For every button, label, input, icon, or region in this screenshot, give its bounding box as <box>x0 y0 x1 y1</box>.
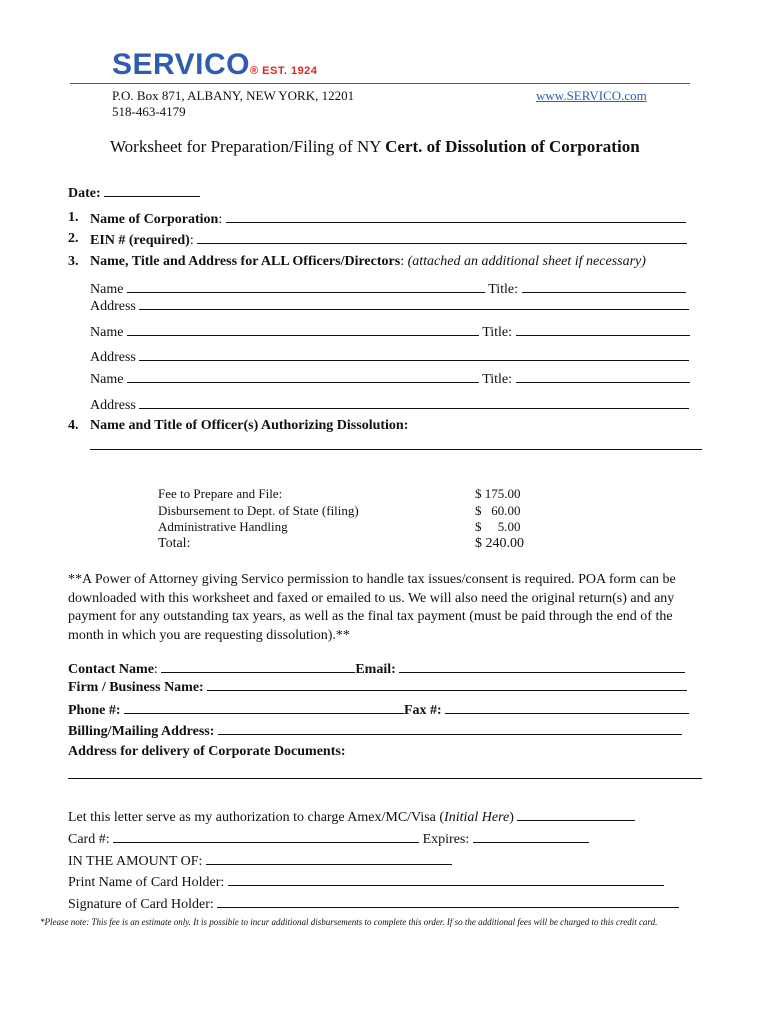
date-field[interactable]: Date: <box>68 184 200 202</box>
print-name-field[interactable]: Print Name of Card Holder: <box>68 873 664 891</box>
fee-label-2: Disbursement to Dept. of State (filing) <box>158 503 359 518</box>
fee-total-amount: $ 240.00 <box>475 536 524 551</box>
item-1-num: 1. <box>68 210 79 225</box>
page-title: Worksheet for Preparation/Filing of NY Cert. of Dissolution of Corporation <box>110 137 640 156</box>
footnote: *Please note: This fee is an estimate only. It is possible to incur additional disbursements to complete this order. If so the additional fees will be charged to this credit card. <box>40 917 658 927</box>
address-line-1: P.O. Box 871, ALBANY, NEW YORK, 12201 <box>112 88 355 103</box>
item-4-num: 4. <box>68 418 79 433</box>
officer-2-name-field[interactable]: Name Title: <box>90 323 690 341</box>
contact-email-row[interactable]: Contact Name: Email: <box>68 660 685 678</box>
delivery-address-label: Address for delivery of Corporate Documents: <box>68 744 346 759</box>
fee-label-3: Administrative Handling <box>158 519 288 534</box>
card-number-row[interactable]: Card #: Expires: <box>68 830 589 848</box>
phone-line: 518-463-4179 <box>112 104 186 119</box>
officers-heading: Name, Title and Address for ALL Officers/Directors: (attached an additional sheet if necessary) <box>90 254 646 269</box>
fee-total-label: Total: <box>158 536 191 551</box>
corporation-name-field[interactable]: Name of Corporation: <box>90 210 686 228</box>
item-2-num: 2. <box>68 231 79 246</box>
firm-name-field[interactable]: Firm / Business Name: <box>68 678 687 696</box>
officer-1-name-field[interactable]: Name Title: <box>90 280 686 298</box>
fee-amount-2: $ 60.00 <box>475 503 521 518</box>
header-divider <box>70 83 690 84</box>
officer-1-address-field[interactable]: Address <box>90 297 689 315</box>
fee-amount-1: $ 175.00 <box>475 486 521 501</box>
officer-3-name-field[interactable]: Name Title: <box>90 370 690 388</box>
brand-logo: SERVICO® EST. 1924 <box>112 48 318 81</box>
officer-2-address-field[interactable]: Address <box>90 348 689 366</box>
authorizing-officer-line[interactable] <box>90 449 702 450</box>
amount-field[interactable]: IN THE AMOUNT OF: <box>68 852 452 870</box>
ein-field[interactable]: EIN # (required): <box>90 231 687 249</box>
phone-fax-row[interactable]: Phone #: Fax #: <box>68 701 689 719</box>
authorizing-officer-label: Name and Title of Officer(s) Authorizing Dissolution: <box>90 418 409 433</box>
fee-label-1: Fee to Prepare and File: <box>158 486 283 501</box>
item-3-num: 3. <box>68 254 79 269</box>
poa-notice: **A Power of Attorney giving Servico permission to handle tax issues/consent is required. POA form can be downloaded with this worksheet and faxed or emailed to us. We will also need the original return(s) and any payment for any outstanding tax years, as well as the final tax payment (must be paid through the end of the month in which you are requesting dissolution).** <box>68 572 676 643</box>
billing-address-field[interactable]: Billing/Mailing Address: <box>68 722 682 740</box>
fee-amount-3: $ 5.00 <box>475 519 521 534</box>
est-badge: ® EST. 1924 <box>250 65 318 77</box>
website-link[interactable]: www.SERVICO.com <box>536 88 647 103</box>
signature-field[interactable]: Signature of Card Holder: <box>68 895 679 913</box>
officer-3-address-field[interactable]: Address <box>90 396 689 414</box>
authorization-row[interactable]: Let this letter serve as my authorization to charge Amex/MC/Visa (Initial Here) <box>68 808 635 826</box>
delivery-address-line[interactable] <box>68 778 702 779</box>
